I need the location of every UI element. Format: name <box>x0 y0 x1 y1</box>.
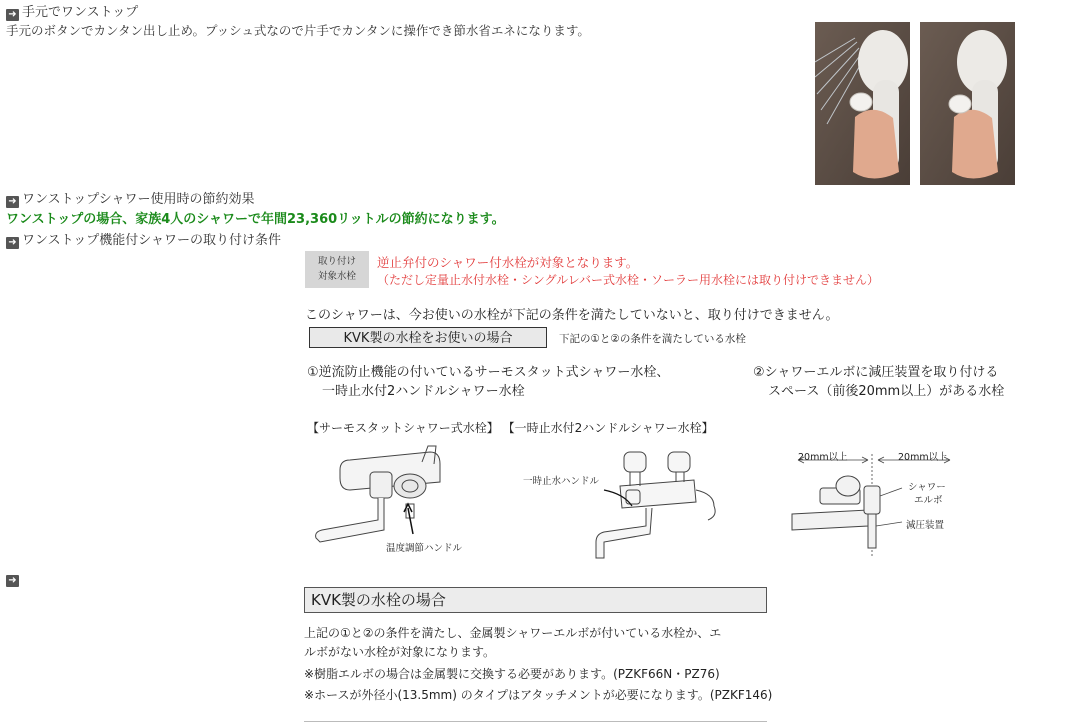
condition-1-line2: 一時止水付2ハンドルシャワー水栓 <box>322 384 525 399</box>
kvk-box-note: 下記の①と②の条件を満たしている水栓 <box>559 333 746 345</box>
section-heading-saving: ➜ ワンストップシャワー使用時の節約効果 <box>6 188 254 208</box>
target-faucet-badge: 取り付け 対象水栓 <box>305 251 369 288</box>
kvk-faucet-box: KVK製の水栓をお使いの場合 <box>309 327 547 348</box>
label-20mm-left: 20mm以上 <box>798 452 848 463</box>
condition-2-line1: ②シャワーエルボに減圧装置を取り付ける <box>753 365 999 380</box>
label-reducer: 減圧装置 <box>906 520 945 531</box>
kvk-line-4: ※ホースが外径小(13.5mm) のタイプはアタッチメントが必要になります。(PZKF146) <box>304 688 773 702</box>
shower-photo-on <box>815 22 910 185</box>
arrow-right-icon: ➜ <box>6 237 19 249</box>
saving-highlight: ワンストップの場合、家族4人のシャワーで年間23,360リットルの節約になります。 <box>6 212 505 227</box>
condition-intro: このシャワーは、今お使いの水栓が下記の条件を満たしていないと、取り付けできません。 <box>305 308 839 323</box>
divider <box>304 721 767 722</box>
condition-note: （ただし定量止水付水栓・シングルレバー式水栓・ソーラー用水栓には取り付けできません） <box>377 273 879 287</box>
one-stop-description: 手元のボタンでカンタン出し止め。プッシュ式なので片手でカンタンに操作でき節水省エネになります。 <box>6 23 590 38</box>
label-elbow-2: エルボ <box>914 495 943 506</box>
section-heading-one-stop: ➜ 手元でワンストップ <box>6 1 138 21</box>
condition-1-line1: ①逆流防止機能の付いているサーモスタット式シャワー水栓、 <box>307 365 670 380</box>
diagram-titles: 【サーモスタットシャワー式水栓】 【一時止水付2ハンドルシャワー水栓】 <box>307 421 714 435</box>
bullet-row <box>6 567 22 587</box>
label-20mm-right: 20mm以上 <box>898 452 948 463</box>
two-handle-faucet-diagram <box>590 446 730 564</box>
label-temp-handle: 温度調節ハンドル <box>386 543 463 554</box>
kvk-line-2: ルボがない水栓が対象になります。 <box>304 645 496 659</box>
kvk-line-1: 上記の①と②の条件を満たし、金属製シャワーエルボが付いている水栓か、エ <box>304 626 722 640</box>
label-elbow-1: シャワー <box>908 482 946 493</box>
kvk-line-3: ※樹脂エルボの場合は金属製に交換する必要があります。(PZKF66N・PZ76) <box>304 667 720 681</box>
kvk-section-heading: KVK製の水栓の場合 <box>304 587 767 613</box>
section-heading-install: ➜ ワンストップ機能付シャワーの取り付け条件 <box>6 229 281 249</box>
arrow-right-icon: ➜ <box>6 9 19 21</box>
arrow-right-icon: ➜ <box>6 196 19 208</box>
arrow-right-icon: ➜ <box>6 575 19 587</box>
condition-main: 逆止弁付のシャワー付水栓が対象となります。 <box>377 255 639 270</box>
shower-photo-off <box>920 22 1015 185</box>
condition-2-line2: スペース（前後20mm以上）がある水栓 <box>768 384 1005 399</box>
label-stop-handle: 一時止水ハンドル <box>523 476 600 487</box>
